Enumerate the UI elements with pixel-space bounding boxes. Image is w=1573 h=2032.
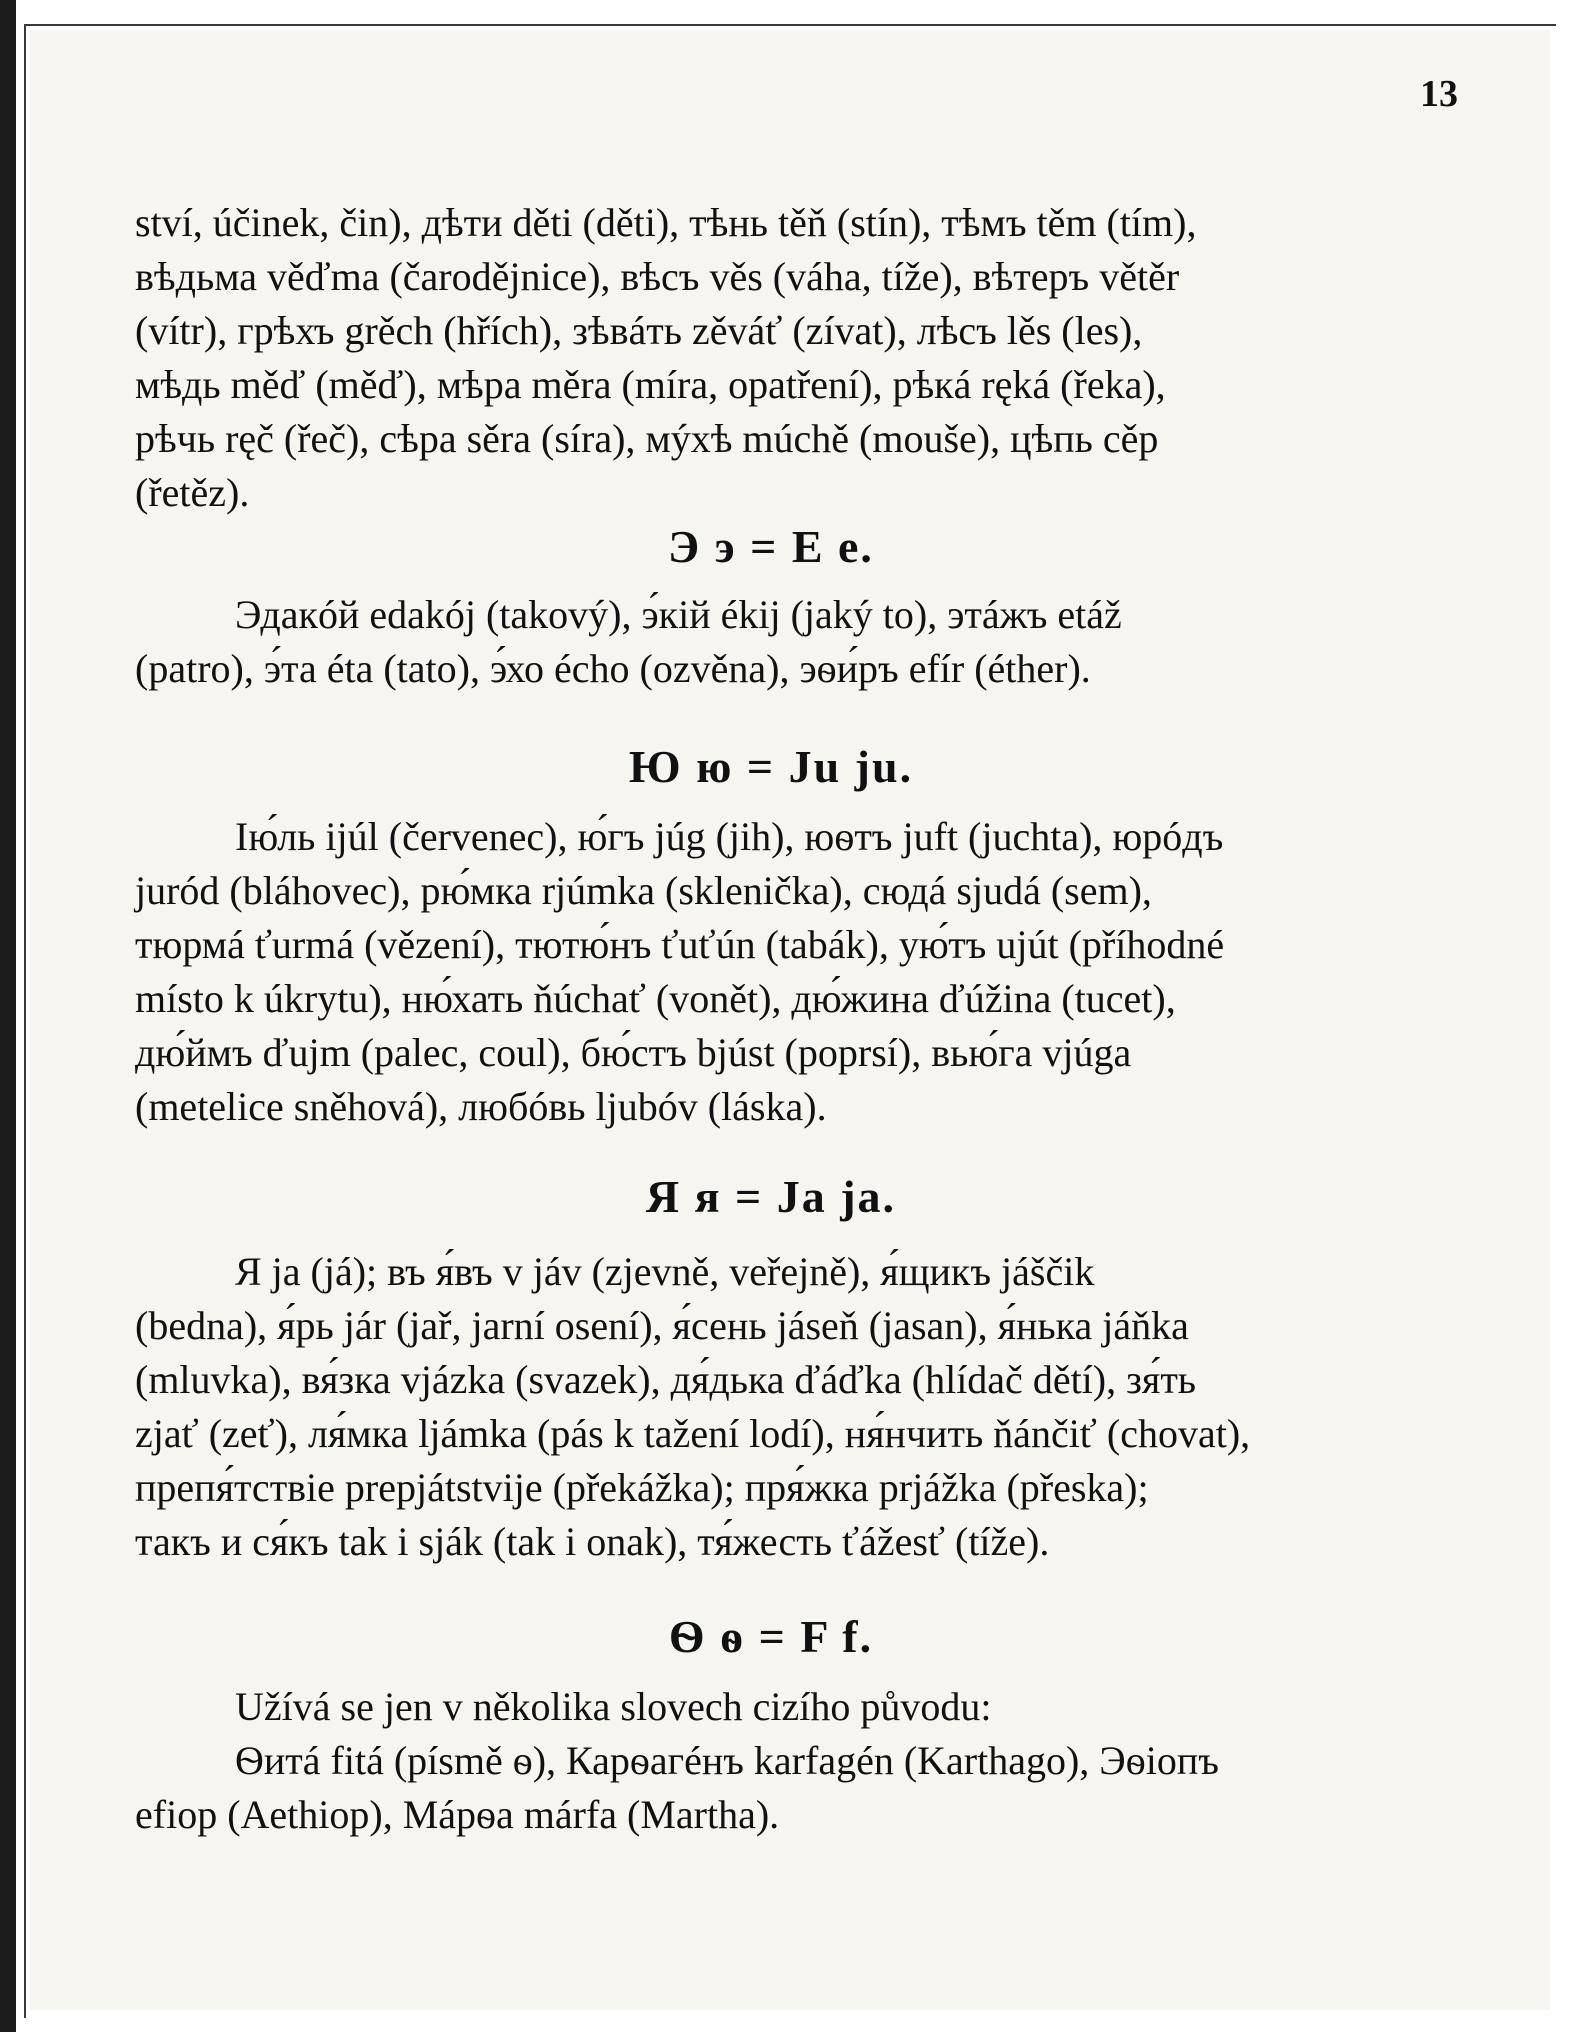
text-line: Ію́ль ijúl (červenec), ю́гъ júg (jih), юѳтъ juft (juchta), юрóдъ bbox=[235, 814, 1224, 859]
paragraph-continuation bbox=[135, 196, 1407, 520]
text-line: ství, účinek, čin), дѣти děti (děti), тѣнь těň (stín), тѣмъ těm (tím), bbox=[135, 200, 1197, 245]
text-line: тюрмá ťurmá (vězení), тютю́нъ ťuťún (tabák), ую́тъ ujút (příhodné bbox=[135, 922, 1225, 967]
text-line: (metelice sněhová), любóвь ljubóv (láska). bbox=[135, 1084, 827, 1129]
text-line: Эдакóй edakój (takový), э́кій ékij (jaký to), этáжъ etáž bbox=[235, 592, 1122, 637]
text-line: препя́тствіе prepjátstvije (překážka); пря́жка prjážka (přeska); bbox=[135, 1465, 1149, 1510]
text-line: (mluvka), вя́зка vjázka (svazek), дя́дька ďáďka (hlídač dětí), зя́ть bbox=[135, 1357, 1197, 1402]
paragraph-ja bbox=[135, 1245, 1407, 1569]
text-line: Я ja (já); въ я́въ v jáv (zjevně, veřejně), я́щикъ jáščik bbox=[235, 1249, 1095, 1294]
text-line: (řetěz). bbox=[135, 470, 250, 515]
text-line: efiop (Aethiop), Мáрѳа márfa (Martha). bbox=[135, 1792, 780, 1837]
section-heading-f: Ѳ ѳ = F f. bbox=[668, 1611, 874, 1662]
text-line: мѣдь měď (měď), мѣра měra (míra, opatření), рѣкá ręká (řeka), bbox=[135, 362, 1166, 407]
text-line: juród (bláhovec), рю́мка rjúmka (sklenička), сюдá sjudá (sem), bbox=[135, 868, 1152, 913]
section-heading-ju: Ю ю = Ju ju. bbox=[628, 741, 914, 792]
text-line: рѣчь ręč (řeč), сѣра sěra (síra), мýхѣ múchě (mouše), цѣпь cěp bbox=[135, 416, 1159, 461]
text-line: вѣдьма věďma (čarodějnice), вѣсъ věs (váha, tíže), вѣтеръ větěr bbox=[135, 254, 1180, 299]
text-line: (vítr), грѣхъ grěch (hřích), зѣвáть zěváť (zívat), лѣсъ lěs (les), bbox=[135, 308, 1143, 353]
scan-top-edge bbox=[16, 0, 1573, 24]
text-line: дю́ймъ ďujm (palec, coul), бю́стъ bjúst (poprsí), вью́га vjúga bbox=[135, 1030, 1132, 1075]
section-heading-ja: Я я = Ja ja. bbox=[645, 1171, 897, 1222]
paragraph-e bbox=[135, 588, 1407, 696]
text-line: zjať (zeť), ля́мка ljámka (pás k tažení lodí), ня́нчить ňánčiť (chovat), bbox=[135, 1411, 1251, 1456]
page-number: 13 bbox=[1420, 73, 1458, 115]
paragraph-ju bbox=[135, 810, 1407, 1134]
text-line: Užívá se jen v několika slovech cizího původu: bbox=[235, 1684, 992, 1729]
section-heading-e: Э э = E e. bbox=[668, 521, 874, 572]
text-line: такъ и ся́къ tak i sják (tak i onak), тя́жесть ťážesť (tíže). bbox=[135, 1519, 1050, 1564]
scan-left-edge bbox=[0, 0, 16, 2032]
text-line: Ѳитá fitá (písmě ѳ), Карѳагéнъ karfagén (Karthago), Эѳіопъ bbox=[235, 1738, 1219, 1783]
text-line: (bedna), я́рь jár (jař, jarní osení), я́сень jáseň (jasan), я́нька jáňka bbox=[135, 1303, 1189, 1348]
paragraph-f bbox=[135, 1680, 1407, 1842]
text-line: místo k úkrytu), ню́хать ňúchať (vonět), дю́жина ďúžina (tucet), bbox=[135, 976, 1176, 1021]
text-line: (patro), э́та éta (tato), э́хо écho (ozvěna), эѳи́ръ efír (éther). bbox=[135, 646, 1091, 691]
